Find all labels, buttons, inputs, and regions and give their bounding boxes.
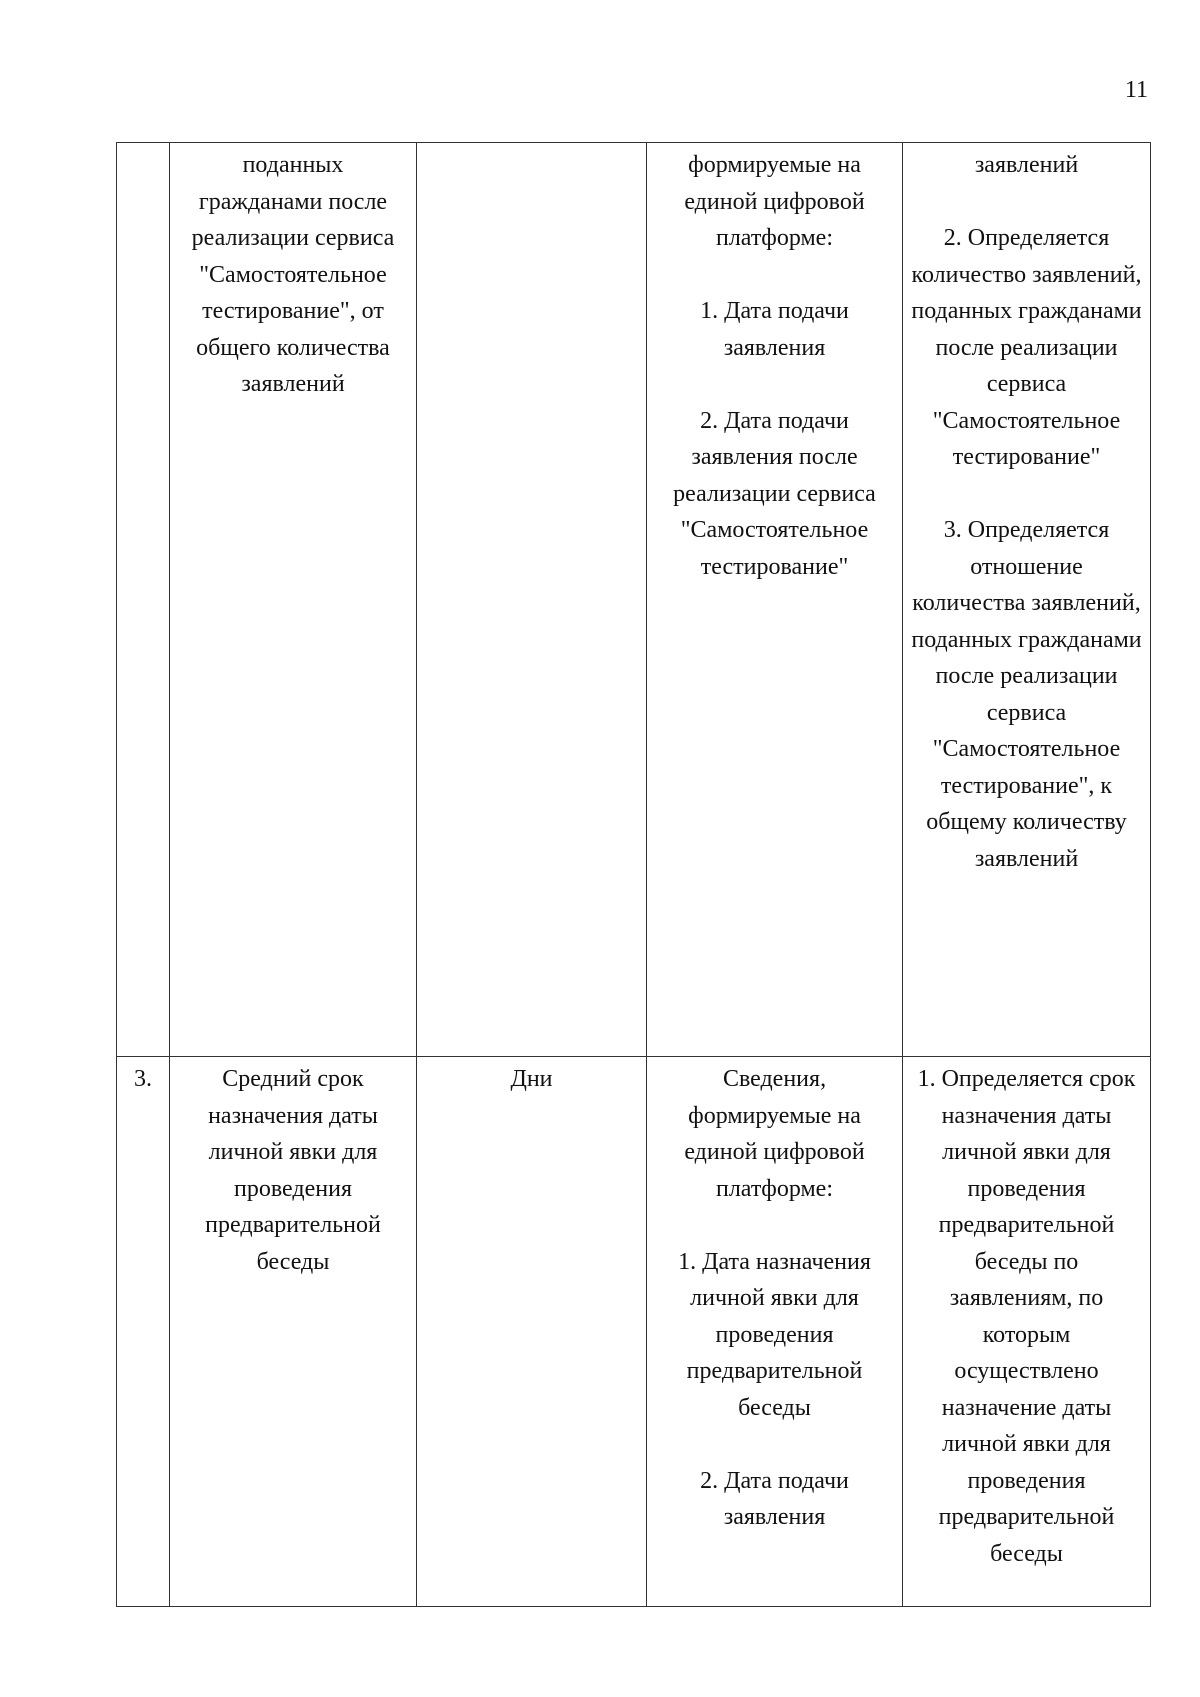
cell-source [647,1057,903,1607]
cell-method [903,143,1151,1057]
cell-unit [417,143,647,1057]
cell-method [903,1057,1151,1607]
source-paragraph: формируемые на единой цифровой платформе: [684,152,865,251]
source-paragraph: Сведения, формируемые на единой цифровой платформе: [684,1066,865,1202]
page-number: 11 [1124,77,1148,103]
method-paragraph: 1. Определяется срок назначения даты личной явки для проведения предварительной беседы по заявлениям, по которым осуществлено назначение даты личной явки для проведения предварительной беседы [917,1066,1136,1567]
table-row [117,143,1151,1057]
cell-indicator-name: Средний срок назначения даты личной явки для проведения предварительной беседы [170,1057,417,1607]
cell-source [647,143,903,1057]
method-paragraph: 3. Определяется отношение количества заявлений, поданных гражданами после реализации сервиса "Самостоятельное тестирование", к общему количеству заявлений [911,517,1142,872]
table-row [117,1057,1151,1607]
cell-number [117,143,170,1057]
method-paragraph: 2. Определяется количество заявлений, поданных гражданами после реализации сервиса "Самостоятельное тестирование" [911,225,1142,470]
source-paragraph: 2. Дата подачи заявления после реализации сервиса "Самостоятельное тестирование" [673,407,876,580]
indicator-table [116,142,1151,1607]
source-paragraph: 1. Дата назначения личной явки для проведения предварительной беседы [678,1248,871,1421]
method-paragraph: заявлений [974,152,1079,178]
source-paragraph: 1. Дата подачи заявления [700,298,849,361]
source-paragraph: 2. Дата подачи заявления [700,1467,849,1530]
cell-indicator-name: поданных гражданами после реализации сервиса "Самостоятельное тестирование", от общего количества заявлений [170,143,417,1057]
cell-unit: Дни [417,1057,647,1607]
cell-number: 3. [117,1057,170,1607]
